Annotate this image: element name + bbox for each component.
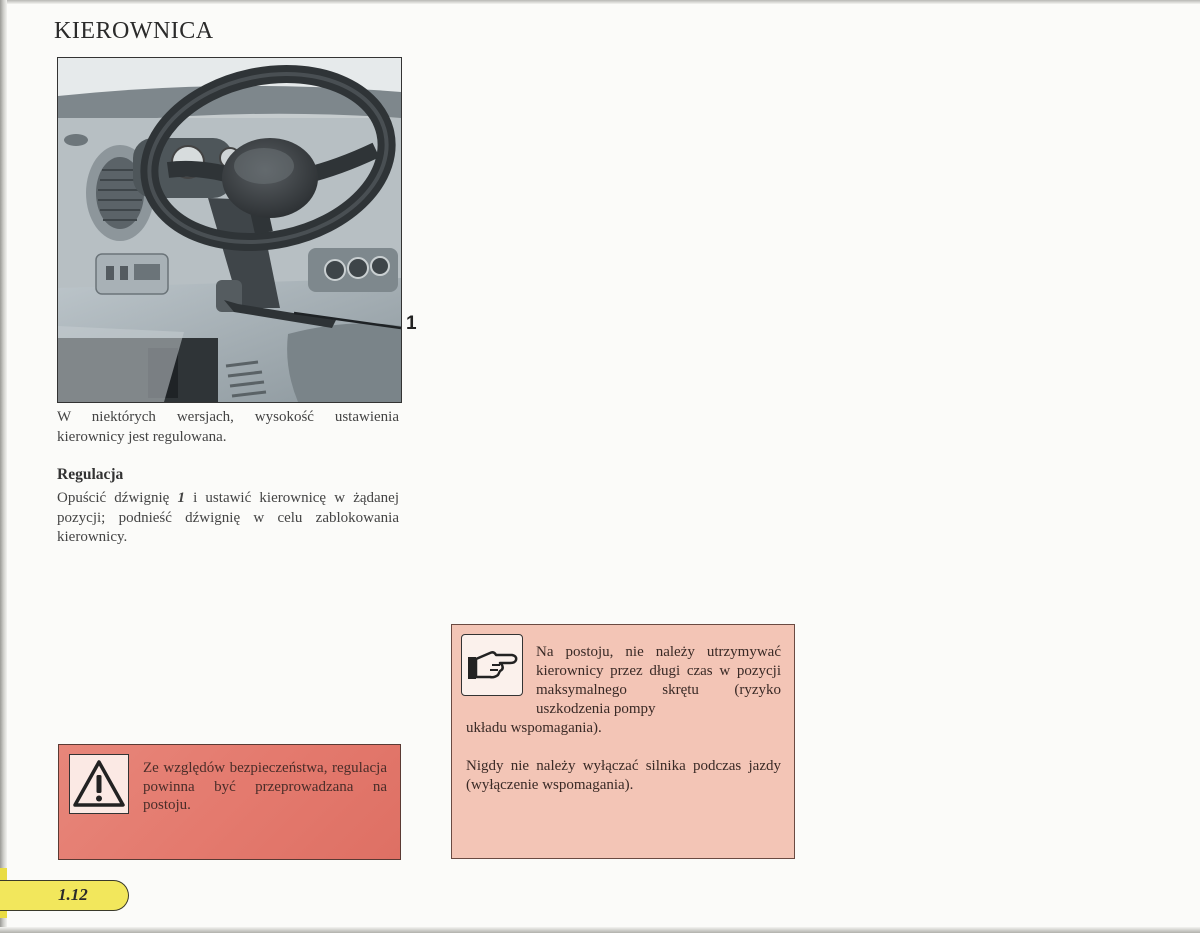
page-edge-bottom — [0, 927, 1200, 933]
adjustment-text-after: i ustawić kierownicę w żądanej pozycji; podnieść dźwignię w celu zablokowania kierownicy. — [57, 490, 399, 545]
note-text-1b: układu wspomagania). — [466, 720, 602, 736]
callout-number: 1 — [406, 313, 417, 334]
lever-reference: 1 — [177, 490, 185, 506]
page-edge-left — [0, 0, 7, 933]
intro-paragraph: W niektórych wersjach, wysokość ustawienia kierownicy jest regulowana. — [57, 409, 399, 445]
adjustment-heading: Regulacja — [57, 466, 124, 483]
note-text-2: Nigdy nie należy wyłączać silnika podczas jazdy (wyłączenie wspomagania). — [466, 758, 781, 793]
pointing-hand-icon — [462, 635, 522, 695]
page-number-tab — [0, 880, 129, 911]
adjustment-paragraph — [57, 489, 399, 548]
steering-wheel-illustration — [58, 58, 401, 402]
warning-box — [58, 744, 401, 860]
page-number: 1.12 — [58, 885, 88, 904]
note-box — [451, 624, 795, 859]
steering-wheel-photo — [57, 57, 402, 403]
adjustment-text-before: Opuścić dźwignię — [57, 490, 178, 506]
warning-text: Ze względów bezpieczeństwa, regulacja powinna być przeprowadzana na postoju. — [143, 760, 387, 813]
section-title: KIEROWNICA — [54, 18, 214, 44]
warning-icon-frame — [69, 754, 129, 814]
note-icon-frame — [461, 634, 523, 696]
page-edge-top — [0, 0, 1200, 4]
note-text-1: Na postoju, nie należy utrzymywać kierownicy przez długi czas w pozycji maksymalnego skrętu (ryzyko uszkodzenia pompy — [536, 644, 781, 717]
warning-triangle-icon — [70, 755, 128, 813]
